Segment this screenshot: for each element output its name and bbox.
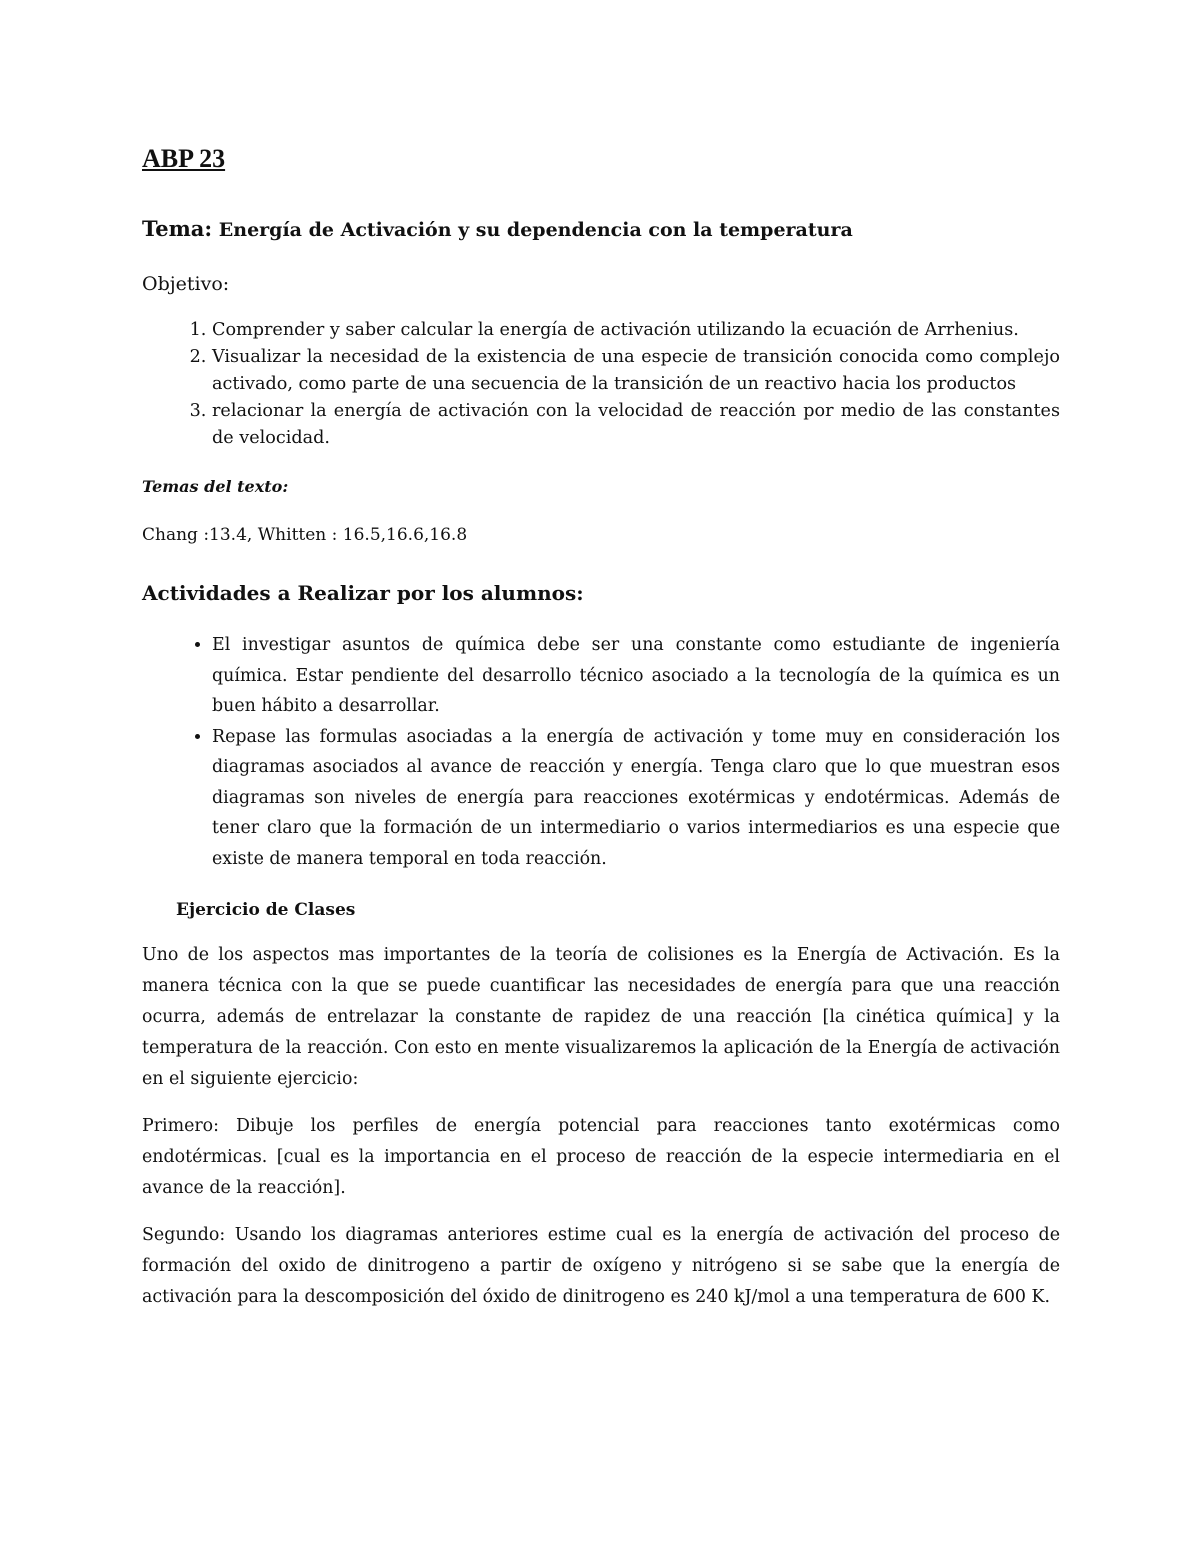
ejercicio-heading: Ejercicio de Clases [176, 900, 356, 920]
ejercicio-intro-paragraph: Uno de los aspectos mas importantes de la teoría de colisiones es la Energía de Activación. Es la manera técnica con la que se puede cuantificar las necesidades de energía para que una reacción ocurra, además de entrelazar la constante de rapidez de una reacción [la cinética química] y la temperatura de la reacción. Con esto en mente visualizaremos la aplicación de la Energía de activación en el siguiente ejercicio: [142, 945, 1060, 1089]
tema-line [142, 214, 1060, 245]
actividad-item: • El investigar asuntos de química debe ser una constante como estudiante de ingeniería química. Estar pendiente del desarrollo técnico asociado a la tecnología de la química es un buen hábito a desarrollar. [212, 630, 1060, 722]
objective-item: 3. relacionar la energía de activación con la velocidad de reacción por medio de las constantes de velocidad. [212, 398, 1060, 452]
objective-item: 1. Comprender y saber calcular la energía de activación utilizando la ecuación de Arrhenius. [212, 317, 1060, 344]
actividad-item: • Repase las formulas asociadas a la energía de activación y tome muy en consideración los diagramas asociados al avance de reacción y energía. Tenga claro que lo que muestran esos diagramas son niveles de energía para reacciones exotérmicas y endotérmicas. Además de tener claro que la formación de un intermediario o varios intermediarios es una especie que existe de manera temporal en toda reacción. [212, 722, 1060, 875]
actividades-heading: Actividades a Realizar por los alumnos: [142, 581, 584, 605]
ejercicio-segundo-paragraph: Segundo: Usando los diagramas anteriores estime cual es la energía de activación del proceso de formación del oxido de dinitrogeno a partir de oxígeno y nitrógeno si se sabe que la energía de activación para la descomposición del óxido de dinitrogeno es 240 kJ/mol a una temperatura de 600 K. [142, 1225, 1060, 1307]
objetivo-heading: Objetivo: [142, 273, 230, 295]
tema-text: Energía de Activación y su dependencia con la temperatura [212, 219, 853, 241]
tema-label: Tema: [142, 216, 213, 241]
actividades-list [142, 630, 1060, 874]
objectives-list [142, 317, 1060, 452]
temas-texto-value: Chang :13.4, Whitten : 16.5,16.6,16.8 [142, 525, 468, 545]
temas-texto-label: Temas del texto: [142, 477, 289, 496]
objective-item: 2. Visualizar la necesidad de la existencia de una especie de transición conocida como complejo activado, como parte de una secuencia de la transición de un reactivo hacia los productos [212, 344, 1060, 398]
ejercicio-primero-paragraph: Primero: Dibuje los perfiles de energía potencial para reacciones tanto exotérmicas como endotérmicas. [cual es la importancia en el proceso de reacción de la especie intermediaria en el avance de la reacción]. [142, 1116, 1060, 1198]
document-title: ABP 23 [142, 144, 226, 173]
document-page [142, 140, 1060, 1329]
